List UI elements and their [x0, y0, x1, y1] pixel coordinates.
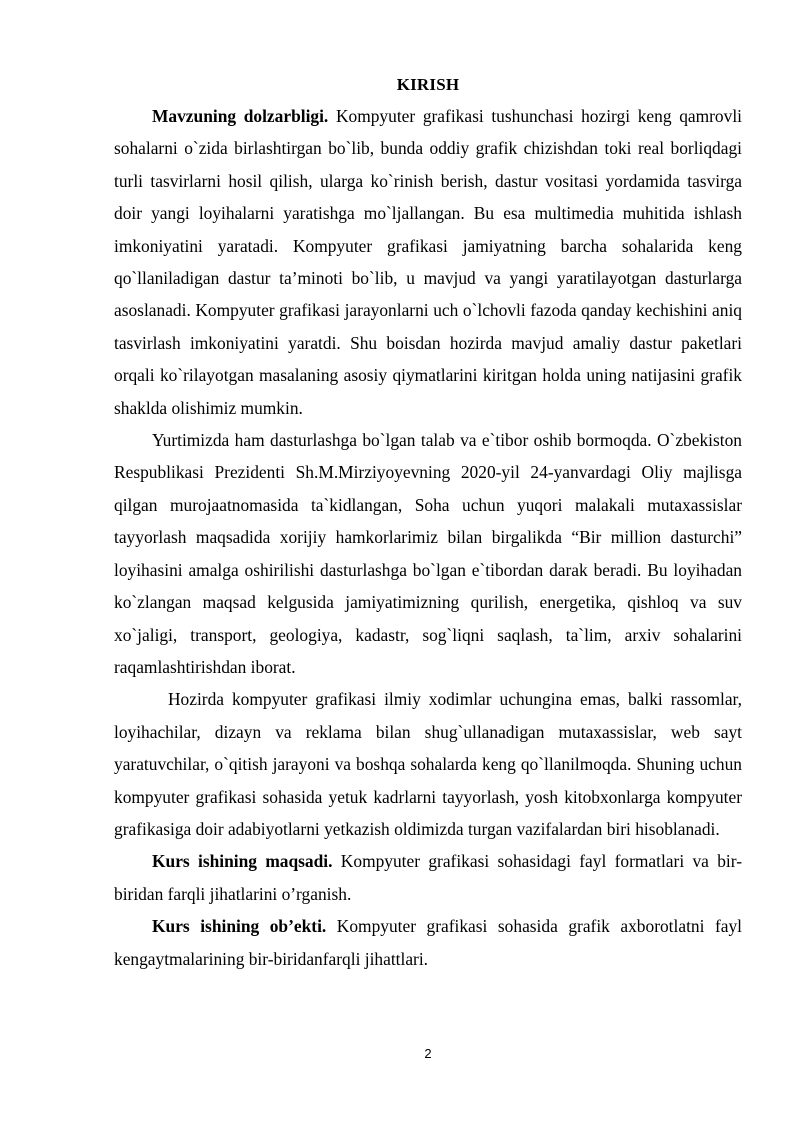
- paragraph-programming: [114, 424, 742, 683]
- document-page: [114, 73, 742, 975]
- paragraph-text: Yurtimizda ham dasturlashga bo`lgan talab va e`tibor oshib bormoqda. O`zbekiston Respublikasi Prezidenti Sh.M.Mirziyoyevning 2020-yil 24-yanvardagi Oliy majlisga qilgan murojaatnomasida ta`kidlangan, Soha uchun yuqori malakali mutaxassislar tayyorlash maqsadida xorijiy hamkorlarimiz bilan birgalikda “Bir million dasturchi” loyihasini amalga oshirilishi dasturlashga bo`lgan e`tibordan darak beradi. Bu loyihadan ko`zlangan maqsad kelgusida jamiyatimizning qurilish, energetika, qishloq va suv xo`jaligi, transport, geologiya, kadastr, sog`liqni saqlash, ta`lim, arxiv sohalarini raqamlashtirishdan iborat.: [114, 430, 742, 677]
- paragraph-relevance: [114, 100, 742, 424]
- paragraph-object: [114, 910, 742, 975]
- paragraph-lead: Kurs ishining ob’ekti.: [152, 916, 327, 937]
- paragraph-text: Hozirda kompyuter grafikasi ilmiy xodimlar uchungina emas, balki rassomlar, loyihachilar, dizayn va reklama bilan shug`ullanadigan mutaxassislar, web sayt yaratuvchilar, o`qitish jarayoni va boshqa sohalarda keng qo`llanilmoqda. Shuning uchun kompyuter grafikasi sohasida yetuk kadrlarni tayyorlash, yosh kitobxonlarga kompyuter grafikasiga doir adabiyotlarni yetkazish oldimizda turgan vazifalardan biri hisoblanadi.: [114, 689, 742, 839]
- paragraph-lead: Mavzuning dolzarbligi.: [152, 106, 329, 126]
- paragraph-lead: Kurs ishining maqsadi.: [152, 851, 333, 872]
- paragraph-text: Kompyuter grafikasi tushunchasi hozirgi keng qamrovli sohalarni o`zida birlashtirgan bo`lib, bunda oddiy grafik chizishdan toki real borliqdagi turli tasvirlarni hosil qilish, ularga ko`rinish berish, dastur vositasi yordamida tasvirga doir yangi loyihalarni yaratishga mo`ljallangan. Bu esa multimedia muhitida ishlash imkoniyatini yaratadi. Kompyuter grafikasi jamiyatning barcha sohalarida keng qo`llaniladigan dastur ta’minoti bo`lib, u mavjud va yangi yaratilayotgan dasturlarga asoslanadi. Kompyuter grafikasi jarayonlarni uch o`lchovli fazoda qanday kechishini aniq tasvirlash imkoniyatini yaratdi. Shu boisdan hozirda mavjud amaliy dastur paketlari orqali ko`rilayotgan masalaning asosiy qiymatlarini kiritgan holda uning natijasini grafik shaklda olishimiz mumkin.: [114, 106, 742, 418]
- paragraph-text: Kompyuter grafikasi sohasidagi fayl formatlari va bir-biridan farqli jihatlarini o’rganish.: [114, 851, 742, 904]
- paragraph-goal: [114, 845, 742, 910]
- paragraph-graphics-usage: [114, 683, 742, 845]
- page-title: KIRISH: [396, 75, 460, 94]
- page-number: 2: [424, 1046, 432, 1061]
- paragraph-text: Kompyuter grafikasi sohasida grafik axborotlatni fayl kengaytmalarining bir-biridanfarqli jihattlari.: [114, 916, 742, 969]
